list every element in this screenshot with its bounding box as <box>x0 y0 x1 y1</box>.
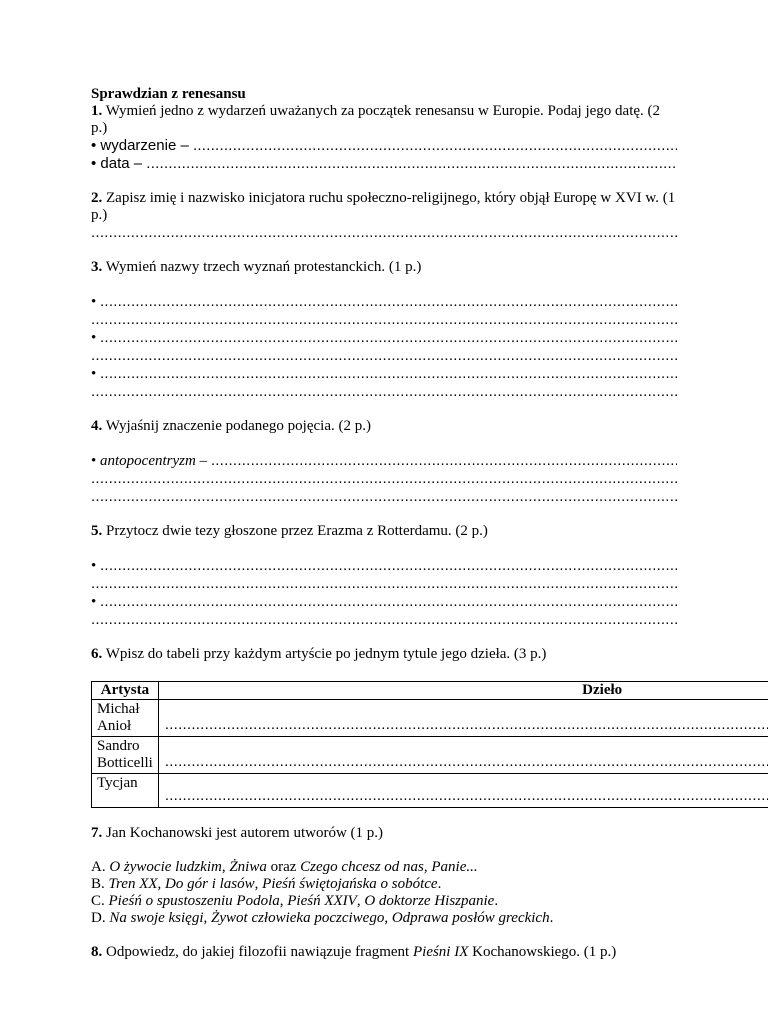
answer-line[interactable] <box>91 347 677 365</box>
question-text: Wymień jedno z wydarzeń uważanych za początek renesansu w Europie. Podaj jego datę. (2 p.) <box>91 103 661 136</box>
separator: , <box>254 876 263 892</box>
question-text: Zapisz imię i nazwisko inicjatora ruchu społeczno-religijnego, który objął Europę w XVI w. (1 p.) <box>91 190 676 223</box>
option-title: Pieśń świętojańska o sobótce <box>262 876 438 892</box>
question-text: Odpowiedz, do jakiej filozofii nawiązuje fragment <box>102 944 413 960</box>
question-number: 5. <box>91 523 103 539</box>
answer-line-date[interactable] <box>91 155 677 173</box>
question-8 <box>91 944 677 961</box>
bullet: • <box>91 294 101 310</box>
artist-works-table <box>91 681 768 808</box>
answer-label: • wydarzenie – <box>91 137 193 154</box>
answer-line[interactable] <box>165 787 768 807</box>
answer-line[interactable] <box>165 753 768 773</box>
artist-cell: Sandro Botticelli <box>92 737 159 774</box>
question-7 <box>91 825 677 842</box>
question-text: Wymień nazwy trzech wyznań protestanckich. (1 p.) <box>105 259 422 275</box>
artist-cell: Tycjan <box>92 774 159 808</box>
question-text: Wyjaśnij znaczenie podanego pojęcia. (2 p.) <box>105 418 371 434</box>
question-6 <box>91 646 677 663</box>
option-b[interactable] <box>91 876 677 893</box>
answer-line[interactable] <box>91 470 677 488</box>
question-5 <box>91 523 677 540</box>
answer-line-bullet[interactable] <box>91 293 677 311</box>
bullet: • <box>91 453 101 469</box>
answer-line-bullet[interactable] <box>91 593 677 611</box>
question-text: Wpisz do tabeli przy każdym artyście po jednym tytule jego dzieła. (3 p.) <box>105 646 547 662</box>
option-title: Do gór i lasów <box>165 876 255 892</box>
option-title: Żywot człowieka poczciwego <box>211 910 385 926</box>
option-title: O żywocie ludzkim <box>109 859 222 875</box>
question-number: 1. <box>91 103 103 119</box>
dash: – <box>195 453 211 469</box>
option-title: Żniwa <box>229 859 267 875</box>
option-label: B. <box>91 876 109 892</box>
question-4 <box>91 418 677 435</box>
separator: , <box>279 893 288 909</box>
separator: . <box>549 910 554 926</box>
question-number: 6. <box>91 646 103 662</box>
table-header-row <box>92 682 768 700</box>
question-number: 8. <box>91 944 103 960</box>
answer-line[interactable] <box>91 488 677 506</box>
work-cell[interactable] <box>158 700 768 737</box>
option-title: Pieśń o spustoszeniu Podola <box>108 893 280 909</box>
table-row <box>92 737 768 774</box>
question-text-end: Kochanowskiego. (1 p.) <box>468 944 617 960</box>
worksheet <box>91 86 677 961</box>
option-title: Pieśń XXIV <box>287 893 357 909</box>
work-cell[interactable] <box>158 737 768 774</box>
option-title: Na swoje księgi <box>109 910 204 926</box>
answer-line[interactable] <box>91 383 677 401</box>
worksheet-title: Sprawdzian z renesansu <box>91 86 246 102</box>
separator: . <box>494 893 499 909</box>
bullet: • <box>91 558 101 574</box>
option-label: A. <box>91 859 110 875</box>
option-c[interactable] <box>91 893 677 910</box>
question-number: 7. <box>91 825 103 841</box>
question-3 <box>91 259 677 276</box>
answer-line[interactable] <box>91 224 677 242</box>
work-cell[interactable] <box>158 774 768 808</box>
separator: oraz <box>266 859 301 875</box>
separator: . <box>437 876 442 892</box>
separator: , <box>157 876 166 892</box>
term: antopocentryzm <box>100 453 196 469</box>
separator: , <box>384 910 392 926</box>
work-title: Pieśni IX <box>412 944 469 960</box>
option-label: D. <box>91 910 110 926</box>
question-number: 3. <box>91 259 103 275</box>
question-number: 4. <box>91 418 103 434</box>
bullet: • <box>91 330 101 346</box>
option-title: O doktorze Hiszpanie <box>364 893 495 909</box>
answer-line[interactable] <box>91 311 677 329</box>
option-a[interactable] <box>91 859 677 876</box>
option-title: Odprawa posłów greckich <box>391 910 550 926</box>
option-d[interactable] <box>91 910 677 927</box>
question-2 <box>91 190 677 224</box>
header-artist: Artysta <box>92 682 159 700</box>
answer-line[interactable] <box>91 575 677 593</box>
separator: , <box>356 893 365 909</box>
answer-line-bullet[interactable] <box>91 329 677 347</box>
question-number: 2. <box>91 190 103 206</box>
bullet: • <box>91 594 101 610</box>
bullet: • <box>91 366 101 382</box>
artist-cell: Michał Anioł <box>92 700 159 737</box>
question-1 <box>91 103 677 137</box>
table-row <box>92 774 768 808</box>
separator: , <box>203 910 212 926</box>
option-title: Tren XX <box>108 876 158 892</box>
question-text: Przytocz dwie tezy głoszone przez Erazma z Rotterdamu. (2 p.) <box>106 523 488 539</box>
answer-line-bullet[interactable] <box>91 365 677 383</box>
answer-label: • data – <box>91 155 147 172</box>
question-text: Jan Kochanowski jest autorem utworów (1 p.) <box>106 825 384 841</box>
answer-line[interactable] <box>91 611 677 629</box>
answer-line-event[interactable] <box>91 137 677 155</box>
answer-line-bullet[interactable] <box>91 557 677 575</box>
header-work: Dzieło <box>158 682 768 700</box>
answer-line-term[interactable] <box>91 452 677 470</box>
option-label: C. <box>91 893 109 909</box>
separator: , <box>221 859 230 875</box>
answer-line[interactable] <box>165 716 768 736</box>
option-title: Czego chcesz od nas, Panie... <box>300 859 478 875</box>
table-row <box>92 700 768 737</box>
